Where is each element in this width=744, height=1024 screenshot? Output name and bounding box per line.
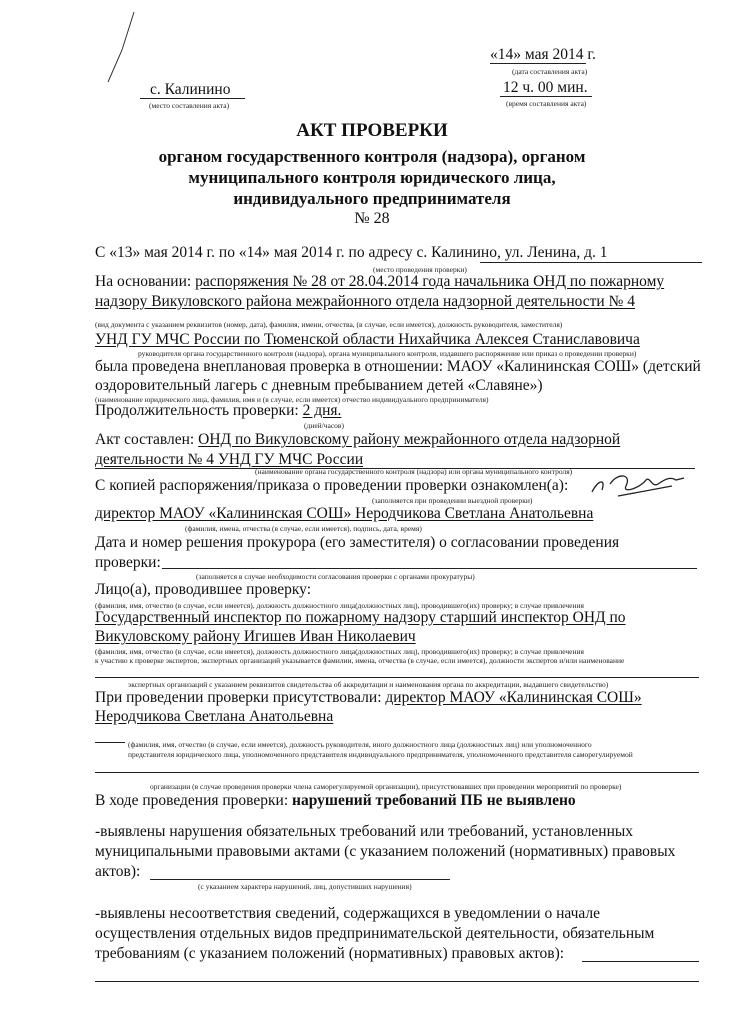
- violations-line-2: муниципальными правовыми актами (с указанием положений (нормативных) правовых: [95, 843, 676, 860]
- composed-line: [95, 431, 620, 449]
- director-line: директор МАОУ «Калининская СОШ» Неродчикова Светлана Анатольевна: [95, 505, 594, 522]
- result-label: В ходе проведения проверки:: [95, 792, 293, 809]
- period-line: С «13» мая 2014 г. по «14» мая 2014 г. по адресу с. Калинино, ул. Ленина, д. 1: [95, 244, 608, 261]
- act-place-underline: [140, 98, 245, 99]
- violations-line-1: -выявлены нарушения обязательных требований или требований, установленных: [95, 823, 634, 840]
- present-label: При проведении проверки присутствовали:: [95, 689, 386, 706]
- act-date-underline: [490, 63, 586, 64]
- check-line-2: оздоровительный лагерь с дневным пребыванием детей «Славяне»): [95, 377, 543, 394]
- result-value: нарушений требований ПБ не выявлено: [292, 792, 576, 809]
- act-time: 12 ч. 00 мин.: [503, 79, 588, 96]
- director-caption: (фамилия, имена, отчества (в случае, если имеется), подпись, дата, время): [185, 524, 422, 533]
- result-line: [95, 792, 576, 810]
- inspector-caption-2: (фамилия, имя, отчество (в случае, если имеется), должность должностного лица(должностных лиц), проводившего(их) проверку; в случае привлечения: [95, 647, 584, 656]
- basis-label: На основании:: [95, 273, 196, 290]
- document-title: АКТ ПРОВЕРКИ: [296, 120, 448, 141]
- inspector-line-1: Государственный инспектор по пожарному надзору старший инспектор ОНД по: [95, 609, 626, 626]
- act-date-caption: (дата составления акта): [512, 67, 588, 76]
- basis-line: [95, 273, 664, 291]
- basis-caption: (вид документа с указанием реквизитов (номер, дата), фамилия, имени, отчества, (в случае, если имеется), должность руководителя, заместителя): [95, 320, 563, 329]
- inspector-caption: (фамилия, имя, отчество (в случае, если имеется), должность должностного лица(должностных лиц), проводившего(их) проверку; в случае привлечения: [95, 601, 584, 610]
- document-subtitle-1: органом государственного контроля (надзора), органом: [158, 147, 586, 166]
- prosecutor-line-2: проверки:: [95, 554, 161, 571]
- period-underline: [480, 262, 702, 263]
- signature-image: [588, 466, 688, 500]
- document-subtitle-3: индивидуального предпринимателя: [233, 189, 511, 208]
- present-caption-1: (фамилия, имя, отчество (в случае, если имеется), должность руководителя, иного должностного лица (должностных лиц) или уполномоченного: [128, 740, 592, 749]
- mismatch-underline: [582, 961, 699, 962]
- composed-line-2: деятельности № 4 УНД ГУ МЧС России: [95, 451, 364, 468]
- present-underline: [95, 742, 125, 743]
- act-place: с. Калинино: [150, 81, 231, 98]
- inspector-line-2: Викуловскому району Игишев Иван Николаевич: [95, 628, 416, 645]
- act-time-underline: [500, 96, 592, 97]
- document-subtitle-2: муниципального контроля юридического лица,: [188, 168, 556, 187]
- prosecutor-underline: [162, 568, 697, 569]
- mismatch-line-3: требованиям (с указанием положений (нормативных) правовых актов):: [95, 945, 565, 962]
- present-underline-2: [95, 772, 699, 773]
- prosecutor-line-1: Дата и номер решения прокурора (его заместителя) о согласовании проведения: [95, 534, 620, 551]
- mismatch-line-1: -выявлены несоответствия сведений, содержащихся в уведомлении о начале: [95, 905, 601, 922]
- document-number: № 28: [354, 210, 390, 227]
- duration-value: 2 дня.: [302, 402, 342, 419]
- mismatch-underline-2: [95, 981, 699, 982]
- act-date: «14» мая 2014 г.: [490, 46, 596, 63]
- copy-caption: (заполняется при проведении выездной проверки): [372, 496, 533, 505]
- basis-line-2: надзору Викуловского района межрайонного отдела надзорной деятельности № 4: [95, 293, 636, 310]
- experts-caption: экспертных организаций с указанием реквизитов свидетельства об аккредитации и наименования органа по аккредитации, выдавшего свидетельство): [128, 680, 609, 689]
- basis-caption-2: руководителя органа государственного контроля (надзора), органа муниципального контроля, издавшего распоряжение или приказ о проведении проверки): [138, 349, 637, 358]
- present-line: [95, 689, 642, 707]
- basis-line-3: УНД ГУ МЧС России по Тюменской области Нихайчика Алексея Станиславовича: [95, 331, 640, 348]
- duration-caption: (дней/часов): [304, 421, 344, 430]
- mismatch-line-2: осуществления отдельных видов предпринимательской деятельности, обязательным: [95, 925, 655, 942]
- period-caption: (место проведения проверки): [373, 265, 467, 274]
- composed-label: Акт составлен:: [95, 431, 199, 448]
- violations-caption: (с указанием характера нарушений, лиц, допустивших нарушения): [198, 882, 412, 891]
- present-caption-3: организации (в случае проведения проверки члена саморегулируемой организации), присутствовавших при проведении мероприятий по проверке): [150, 782, 622, 791]
- basis-value: распоряжения № 28 от 28.04.2014 года начальника ОНД по пожарному: [195, 273, 665, 290]
- composed-value: ОНД по Викуловскому району межрайонного отдела надзорной: [198, 431, 621, 448]
- duration-line: [95, 402, 341, 420]
- corner-stroke: [100, 8, 140, 88]
- composed-caption: (наименование органа государственного контроля (надзора) или органа муниципального контроля): [255, 467, 573, 476]
- inspector-caption-3: к участию к проверке экспертов, экспертных организаций указывается фамилии, имена, отчества (в случае, если имеется), должности экспертов и/или наименование: [95, 656, 625, 665]
- check-caption: (наименование юридического лица, фамилия, имя и (в случае, если имеется) отчество индивидуального предпринимателя): [95, 395, 489, 404]
- present-line-2: Неродчикова Светлана Анатольевна: [95, 708, 334, 725]
- present-value: директор МАОУ «Калининская СОШ»: [385, 689, 642, 706]
- copy-line: С копией распоряжения/приказа о проведении проверки ознакомлен(а):: [95, 477, 569, 494]
- duration-label: Продолжительность проверки:: [95, 402, 303, 419]
- check-line-1: была проведена внеплановая проверка в отношении: МАОУ «Калининская СОШ» (детский: [95, 358, 701, 375]
- experts-underline: [95, 677, 699, 678]
- inspector-label: Лицо(а), проводившее проверку:: [95, 581, 312, 598]
- violations-line-3: актов):: [95, 863, 141, 880]
- present-caption-2: представителя юридического лица, уполномоченного представителя индивидуального предпринимателя, уполномоченного представителя саморегулируемой: [128, 750, 633, 759]
- prosecutor-caption: (заполняется в случае необходимости согласования проверки с органами прокуратуры): [196, 572, 475, 581]
- act-place-caption: (место составления акта): [149, 101, 230, 110]
- act-time-caption: (время составления акта): [506, 99, 587, 108]
- violations-underline: [150, 879, 450, 880]
